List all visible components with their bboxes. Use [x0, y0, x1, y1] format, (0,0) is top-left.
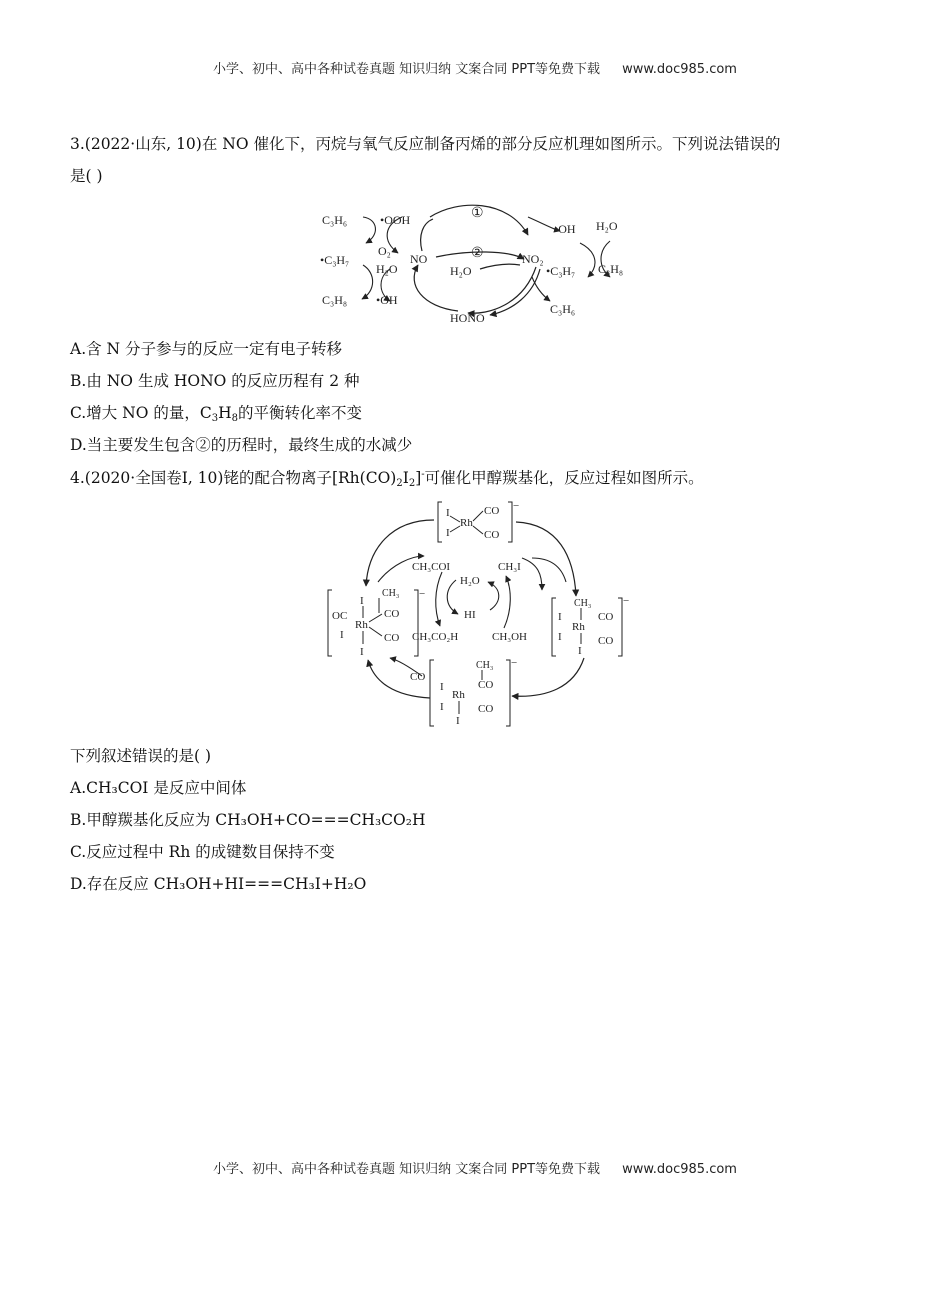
q4-bottom-ch3: CH₃ [476, 660, 494, 671]
q3-option-c-post: 的平衡转化率不变 [238, 404, 363, 422]
q4-right-co2: CO [598, 635, 614, 647]
q4-fig-ch3i: CH₃I [498, 561, 521, 573]
q3-fig-hono: HONO [450, 311, 485, 325]
q3-mechanism-diagram [318, 195, 638, 330]
q3-fig-oh-left: •OH [376, 293, 398, 307]
q4-catalytic-cycle-diagram [322, 498, 632, 733]
q4-top-co2: CO [484, 529, 500, 541]
page-footer [0, 1158, 950, 1177]
q4-option-b: B.甲醇羰基化反应为 CH₃OH+CO===CH₃CO₂H [70, 811, 426, 829]
q4-right-ch3: CH₃ [574, 598, 592, 609]
q3-fig-c3h8-right: C₃H₈ [598, 262, 624, 276]
header-url[interactable]: www.doc985.com [622, 62, 737, 77]
q4-fig-ch3coi: CH₃COI [412, 561, 451, 573]
q3-fig-ooh: •OOH [380, 213, 411, 227]
q4-complex-right [552, 595, 629, 657]
q3-option-a: A.含 N 分子参与的反应一定有电子转移 [70, 340, 343, 358]
q4-complex-top [438, 500, 519, 542]
q4-left-i-bot: I [360, 646, 364, 658]
q3-option-c: C.增大 NO 的量，$C_3H_8$的平衡转化率不变 [70, 404, 363, 424]
q3-fig-step1: ① [471, 206, 484, 221]
q3-stem-line2: 是( ) [70, 167, 103, 185]
footer-text: 小学、初中、高中各种试卷真题 知识归纳 文案合同 PPT等免费下载 [213, 1162, 601, 1177]
q4-left-co-bot: CO [384, 632, 400, 644]
q4-fig-hi: HI [464, 609, 476, 621]
q4-right-rh: Rh [572, 621, 585, 633]
q4-bottom-i2: I [440, 701, 444, 713]
q3-fig-no2: NO₂ [522, 252, 544, 266]
q4-option-d: D.存在反应 CH₃OH+HI===CH₃I+H₂O [70, 875, 367, 893]
q4-bottom-i1: I [440, 681, 444, 693]
q4-left-i-left: I [340, 629, 344, 641]
q3-fig-h2o-mid: H₂O [450, 264, 472, 278]
header-text: 小学、初中、高中各种试卷真题 知识归纳 文案合同 PPT等免费下载 [213, 62, 601, 77]
q4-question: 下列叙述错误的是( ) [70, 747, 212, 765]
q4-bottom-rh: Rh [452, 689, 465, 701]
q4-right-i1: I [558, 611, 562, 623]
q4-complex-bottom [430, 657, 517, 727]
q4-option-c: C.反应过程中 Rh 的成键数目保持不变 [70, 843, 335, 861]
q4-top-minus: − [513, 500, 520, 512]
q4-left-i-top: I [360, 595, 364, 607]
q3-fig-no: NO [410, 252, 428, 266]
q3-fig-c3h6-left: C₃H₆ [322, 213, 348, 227]
q4-top-i2: I [446, 527, 450, 539]
q4-right-co1: CO [598, 611, 614, 623]
q3-option-d: D.当主要发生包含②的历程时，最终生成的水减少 [70, 436, 413, 454]
q4-right-minus: − [623, 595, 630, 607]
q3-fig-step2: ② [471, 246, 484, 261]
q3-fig-h2o-right: H₂O [596, 219, 618, 233]
q4-stem-pre: 4.(2020·全国卷Ⅰ, 10)铑的配合物离子[Rh(CO) [70, 469, 397, 487]
q4-left-co-top: CO [384, 608, 400, 620]
q4-right-i-bot: I [578, 645, 582, 657]
q4-bottom-co1: CO [478, 679, 494, 691]
q4-bottom-minus: − [511, 657, 518, 669]
q3-fig-h2o-left: H₂O [376, 262, 398, 276]
q4-stem-post: 可催化甲醇羰基化，反应过程如图所示。 [424, 469, 704, 487]
q4-right-i2: I [558, 631, 562, 643]
q4-fig-ch3co2h: CH₃CO₂H [412, 631, 459, 643]
q3-fig-o2: O₂ [378, 244, 391, 258]
q4-top-co1: CO [484, 505, 500, 517]
q4-fig-ch3oh: CH₃OH [492, 631, 528, 643]
page-header [0, 58, 950, 77]
q4-bottom-i-bot: I [456, 715, 460, 727]
q4-left-minus: − [419, 588, 426, 600]
q3-fig-c3h8-left: C₃H₈ [322, 293, 348, 307]
q4-option-a: A.CH₃COI 是反应中间体 [70, 779, 247, 797]
q4-top-i1: I [446, 507, 450, 519]
footer-url[interactable]: www.doc985.com [622, 1162, 737, 1177]
q4-bottom-co2: CO [478, 703, 494, 715]
q3-option-c-pre: C.增大 NO 的量，C [70, 404, 212, 422]
q4-fig-h2o: H₂O [460, 575, 480, 587]
q3-fig-c3h7-right: •C₃H₇ [546, 264, 576, 278]
q4-left-rh: Rh [355, 619, 368, 631]
q4-top-rh: Rh [460, 517, 473, 529]
q3-fig-c3h6-right: C₃H₆ [550, 302, 576, 316]
q3-fig-c3h7-left: •C₃H₇ [320, 253, 350, 267]
q4-fig-co-in: CO [410, 671, 426, 683]
q4-left-oc: OC [332, 610, 348, 622]
q4-stem: 4.(2020·全国卷Ⅰ, 10)铑的配合物离子$[Rh(CO)_2I_2]^-$可催化甲醇羰基化，反应过程如图所示。 [70, 469, 704, 489]
q3-stem-line1: 3.(2022·山东, 10)在 NO 催化下，丙烷与氧气反应制备丙烯的部分反应机理如图所示。下列说法错误的 [70, 135, 781, 153]
q4-complex-left [328, 588, 425, 658]
q4-left-ch3: CH₃ [382, 588, 400, 599]
q3-option-b: B.由 NO 生成 HONO 的反应历程有 2 种 [70, 372, 360, 390]
q3-fig-oh-right: •OH [554, 222, 576, 236]
